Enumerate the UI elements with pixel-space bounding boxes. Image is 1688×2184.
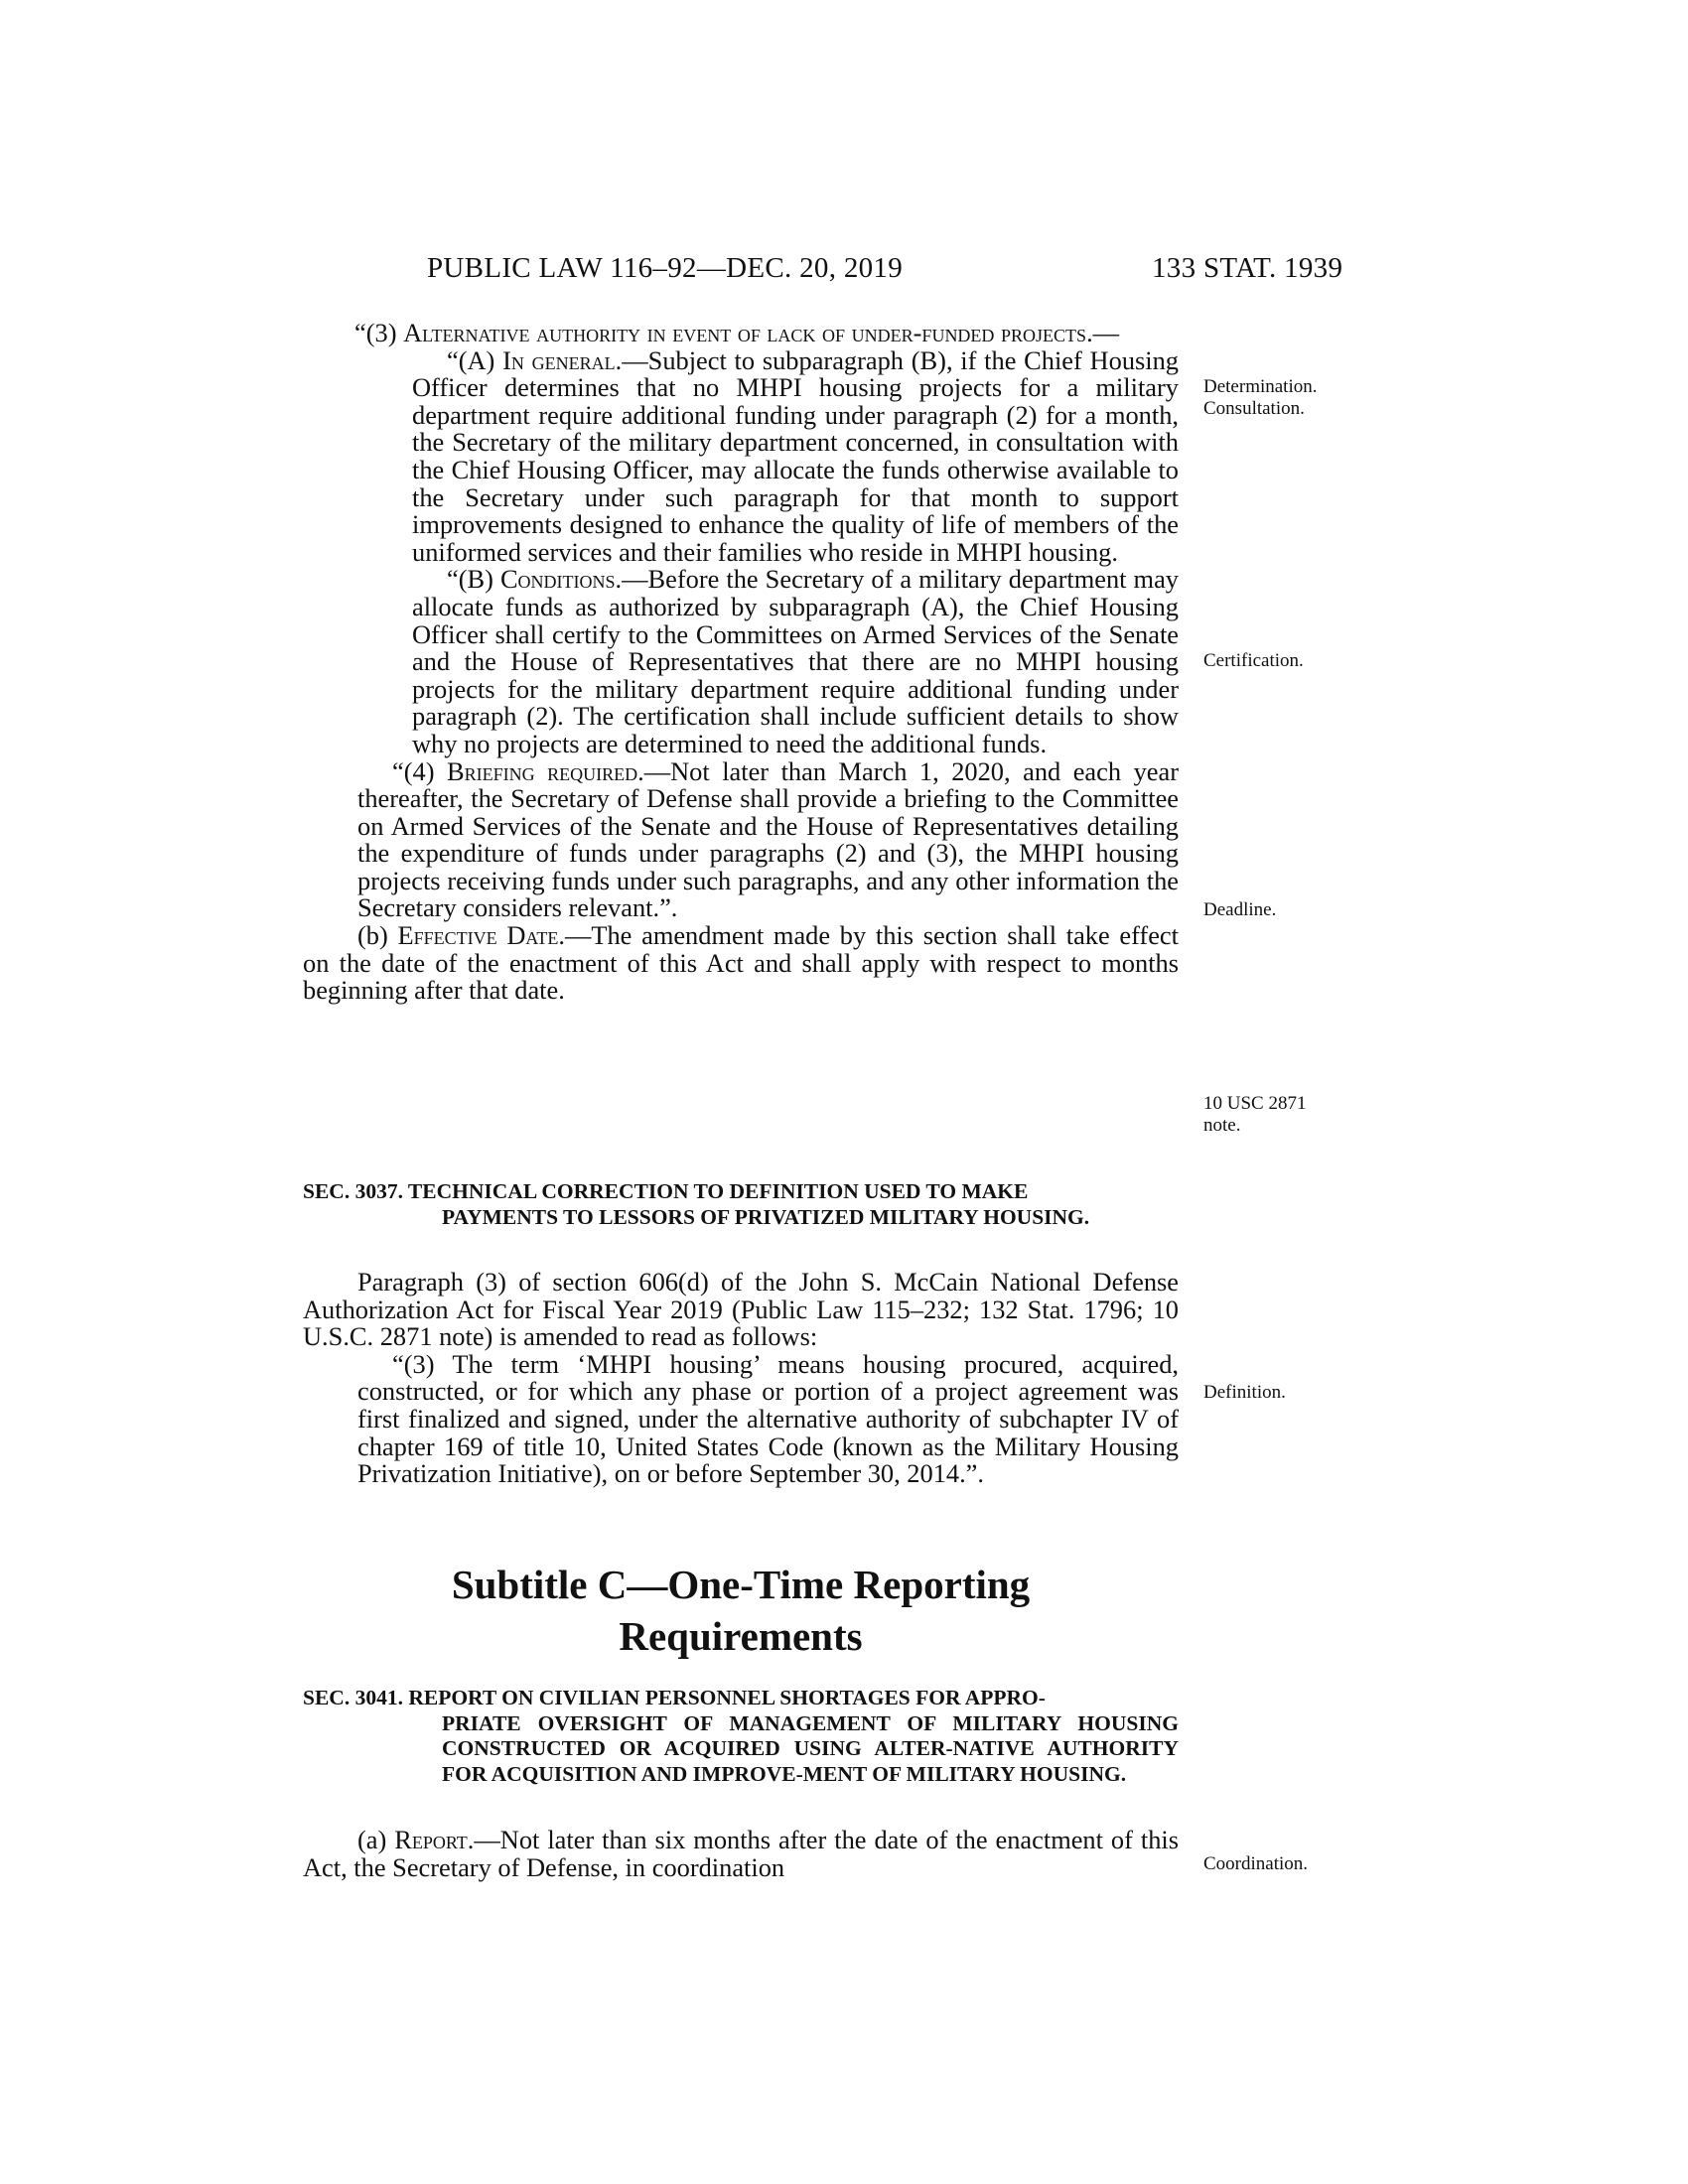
paragraph-4: “(4) Briefing required.—Not later than March 1, 2020, and each year thereafter, the Secretary of Defense shall provide a briefing to the Committee on Armed Services of the Senate and the House of Representatives detailing the expenditure of funds under paragraphs (2) and (3), the MHPI housing projects receiving funds under such paragraphs, and any other information the Secretary considers relevant.”. <box>357 755 1179 923</box>
margin-note-deadline: Deadline. <box>1203 899 1277 920</box>
p4-heading: Briefing required <box>447 755 638 786</box>
p3-heading: Alternative authority in event of lack of under-funded projects <box>403 318 1087 347</box>
pB-text: .—Before the Secretary of a military department may allocate funds as authorized by subparagraph (A), the Chief Housing Officer shall certify to the Committees on Armed Services of the Senate and the House of Representatives that there are no MHPI housing projects for the military department require additional funding under paragraph (2). The certification shall include sufficient details to show why no projects are determined to need the additional funds. <box>412 564 1179 758</box>
subtitle-heading <box>303 1559 1179 1662</box>
pB-heading: Conditions <box>499 564 616 595</box>
text-block-1 <box>303 320 1179 1005</box>
running-head-law: PUBLIC LAW 116–92—DEC. 20, 2019 <box>427 252 904 284</box>
p4-text: .—Not later than March 1, 2020, and each year thereafter, the Secretary of Defense shall provide a briefing to the Committee on Armed Services of the Senate and the House of Representatives detailing the expenditure of funds under paragraphs (2) and (3), the MHPI housing projects receiving funds under such paragraphs, and any other information the Secretary considers relevant.”. <box>357 755 1179 923</box>
margin-note-determination: Determination. <box>1203 376 1318 397</box>
pb-heading: Effective Date <box>397 920 559 951</box>
pb-text: .—The amendment made by this section shall take effect on the date of the enactment of this Act and shall apply with respect to months beginning after that date. <box>303 920 1179 1006</box>
subparagraph-b: “(B) Conditions.—Before the Secretary of a military department may allocate funds as authorized by subparagraph (A), the Chief Housing Officer shall certify to the Committees on Armed Services of the Senate and the House of Representatives that there are no MHPI housing projects for the military department require additional funding under paragraph (2). The certification shall include sufficient details to show why no projects are determined to need the additional funds. <box>412 564 1179 758</box>
pa-text: .—Not later than six months after the date of the enactment of this Act, the Secretary of Defense, in coordination <box>303 1825 1179 1882</box>
sec3037-quoted-definition: “(3) The term ‘MHPI housing’ means housing procured, acquired, constructed, or for which any phase or portion of a project agreement was first finalized and signed, under the alternative authority of subchapter IV of chapter 169 of title 10, United States Code (known as the Military Housing Privatization Initiative), on or before September 30, 2014.”. <box>357 1348 1179 1489</box>
margin-note-usc-2: note. <box>1203 1115 1241 1136</box>
subsection-b-effective-date: (b) Effective Date.—The amendment made by this section shall take effect on the date of the enactment of this Act and shall apply with respect to months beginning after that date. <box>303 920 1179 1006</box>
subtitle-line-2: Requirements <box>619 1613 863 1659</box>
sec3037-paragraph: Paragraph (3) of section 606(d) of the John S. McCain National Defense Authorization Act for Fiscal Year 2019 (Public Law 115–232; 132 Stat. 1796; 10 U.S.C. 2871 note) is amended to read as follows: <box>303 1267 1179 1352</box>
pA-text: .—Subject to subparagraph (B), if the Chief Housing Officer determines that no MHPI housing projects for a military department require additional funding under paragraph (2) for a month, the Secretary of the military department concerned, in consultation with the Chief Housing Officer, may allocate the funds otherwise available to the Secretary under such paragraph for that month to support improvements designed to enhance the quality of life of members of the uniformed services and their families who reside in MHPI housing. <box>412 344 1180 567</box>
margin-note-consultation: Consultation. <box>1203 398 1305 419</box>
page-header <box>0 252 1688 292</box>
margin-note-certification: Certification. <box>1203 650 1304 671</box>
paragraph-3-heading: “(3) Alternative authority in event of lack of under-funded projects.— <box>354 318 1120 347</box>
section-3041-heading: SEC. 3041. REPORT ON CIVILIAN PERSONNEL SHORTAGES FOR APPRO- PRIATE OVERSIGHT OF MANAGEMENT OF MILITARY HOUSING CONSTRUCTED OR ACQUIRED USING ALTER-NATIVE AUTHORITY FOR ACQUISITION AND IMPROVE-MENT OF MILITARY HOUSING. <box>303 1686 1179 1786</box>
margin-note-coordination: Coordination. <box>1203 1853 1309 1874</box>
section-3041-body <box>303 1827 1179 1881</box>
pa-heading: Report <box>394 1825 468 1854</box>
margin-note-usc-1: 10 USC 2871 <box>1203 1093 1307 1114</box>
margin-note-definition: Definition. <box>1203 1382 1286 1403</box>
running-head-stat-page: 133 STAT. 1939 <box>1152 252 1343 284</box>
subsection-a-report: (a) Report.—Not later than six months after the date of the enactment of this Act, the Secretary of Defense, in coordination <box>303 1825 1179 1882</box>
section-3037-body <box>303 1269 1179 1488</box>
pA-heading: In general <box>502 344 616 375</box>
section-3037-heading: SEC. 3037. TECHNICAL CORRECTION TO DEFINITION USED TO MAKE PAYMENTS TO LESSORS OF PRIVATIZED MILITARY HOUSING. <box>303 1179 1090 1229</box>
subtitle-line-1: Subtitle C—One-Time Reporting <box>451 1562 1031 1607</box>
subparagraph-a: “(A) In general.—Subject to subparagraph (B), if the Chief Housing Officer determines that no MHPI housing projects for a military department require additional funding under paragraph (2) for a month, the Secretary of the military department concerned, in consultation with the Chief Housing Officer, may allocate the funds otherwise available to the Secretary under such paragraph for that month to support improvements designed to enhance the quality of life of members of the uniformed services and their families who reside in MHPI housing. <box>412 344 1180 567</box>
